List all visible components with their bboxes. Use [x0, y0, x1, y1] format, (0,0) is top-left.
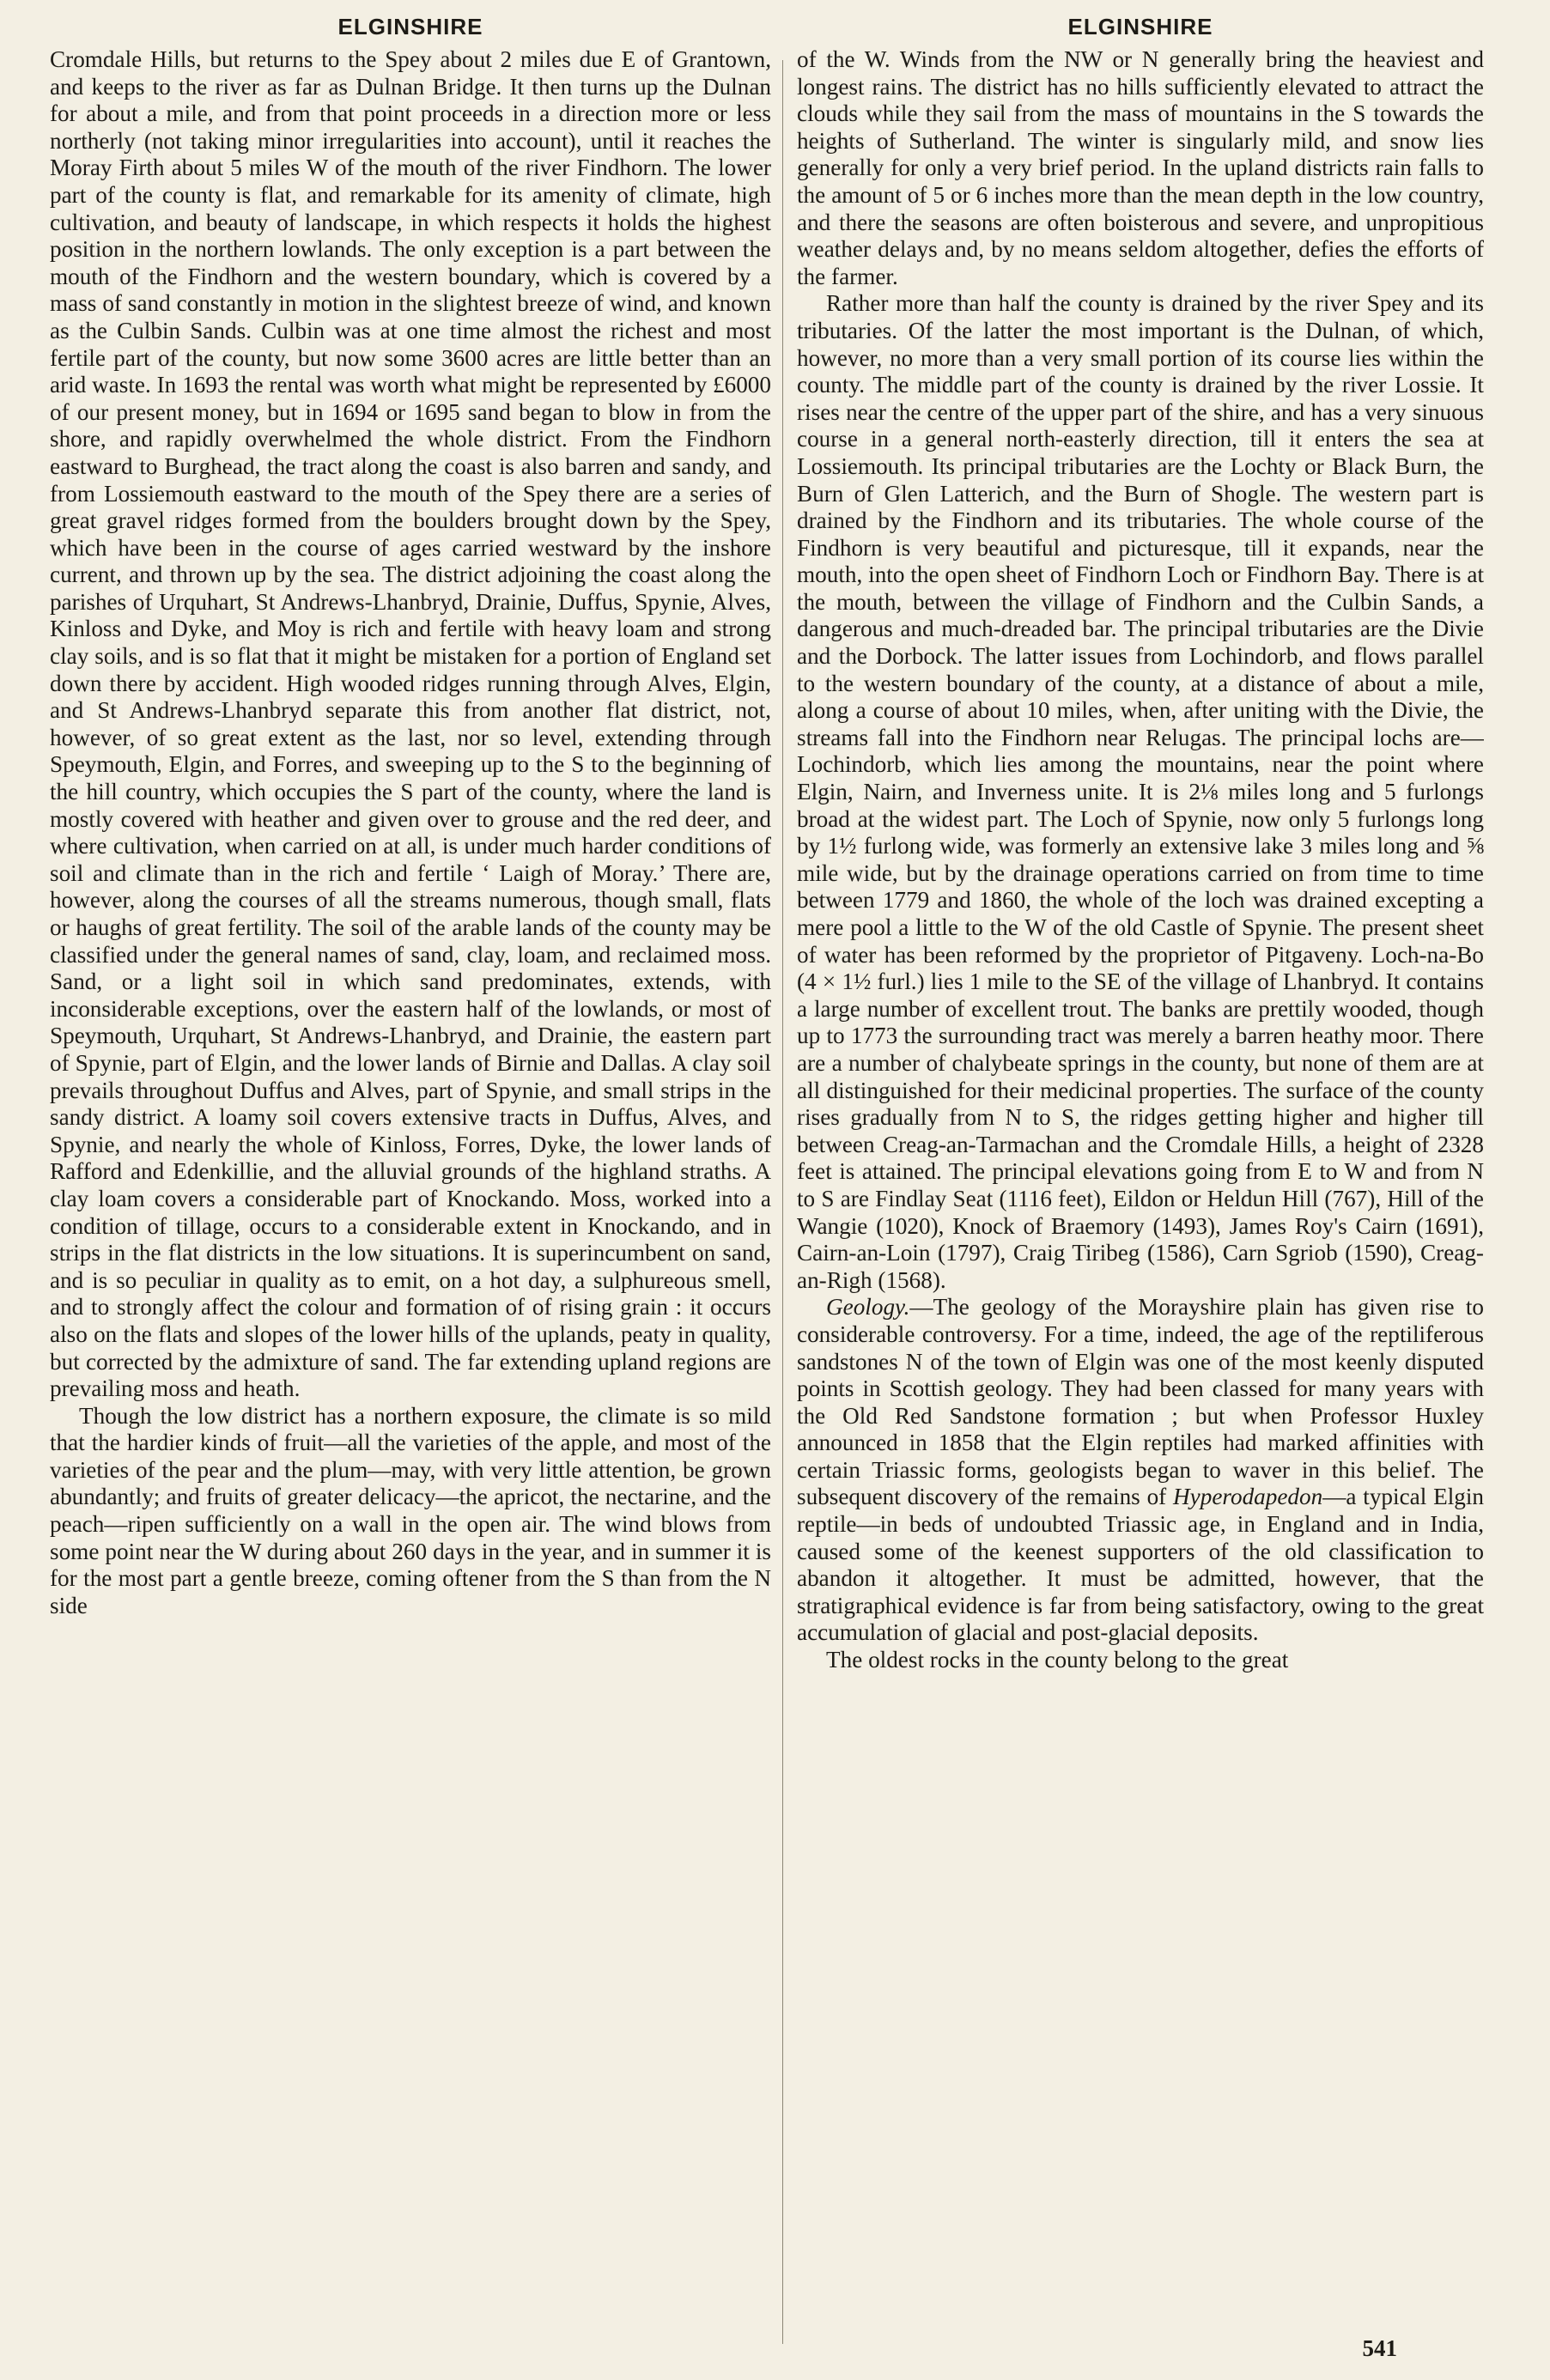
taxon-name: Hyperodapedon — [1173, 1484, 1323, 1510]
page-number: 541 — [1362, 2335, 1397, 2361]
paragraph: of the W. Winds from the NW or N generally bring the heaviest and longest rains. The district has no hills sufficiently elevated to attract the clouds while they sail from the mass of mountains in the S towards the heights of Sutherland. The winter is singularly mild, and snow lies generally for only a very brief period. In the upland districts rain falls to the amount of 5 or 6 inches more than the mean depth in the low country, and there the seasons are often boisterous and severe, and unpropitious weather delays and, by no means seldom altogether, defies the efforts of the farmer. — [797, 46, 1484, 289]
right-column-text — [797, 46, 1484, 1674]
left-column-text — [50, 46, 771, 1619]
paragraph: Though the low district has a northern exposure, the climate is so mild that the hardier kinds of fruit—all the varieties of the apple, and most of the varieties of the pear and the plum—may, with very little attention, be grown abundantly; and fruits of greater delicacy—the apricot, the nectarine, and the peach—ripen sufficiently on a wall in the open air. The wind blows from some point near the W during about 260 days in the year, and in summer it is for the most part a gentle breeze, coming oftener from the S than from the N side — [50, 1402, 771, 1618]
geology-paragraph — [797, 1294, 1484, 1647]
text-run: —a typical Elgin reptile—in beds of undoubted Triassic age, in England and in India, caused some of the keenest supporters of the old classification to abandon it altogether. It must be admitted, however, that the stratigraphical evidence is far from being satisfactory, owing to the great accumulation of glacial and post-glacial deposits. — [797, 1484, 1484, 1646]
running-header-left: ELGINSHIRE — [337, 14, 483, 39]
column-divider — [782, 60, 783, 2344]
right-column — [797, 0, 1484, 2380]
left-column — [50, 0, 771, 2380]
paragraph: Cromdale Hills, but returns to the Spey about 2 miles due E of Grantown, and keeps to the river as far as Dulnan Bridge. It then turns up the Dulnan for about a mile, and from that point proceeds in a direction more or less northerly (not taking minor irregularities into account), until it reaches the Moray Firth about 5 miles W of the mouth of the river Findhorn. The lower part of the county is flat, and remarkable for its amenity of climate, high cultivation, and beauty of landscape, in which respects it holds the highest position in the northern lowlands. The only exception is a part between the mouth of the Findhorn and the western boundary, which is covered by a mass of sand constantly in motion in the slightest breeze of wind, and known as the Culbin Sands. Culbin was at one time almost the richest and most fertile part of the county, but now some 3600 acres are little better than an arid waste. In 1693 the rental was worth what might be represented by £6000 of our present money, but in 1694 or 1695 sand began to blow in from the shore, and rapidly overwhelmed the whole district. From the Findhorn eastward to Burghead, the tract along the coast is also barren and sandy, and from Lossiemouth eastward to the mouth of the Spey there are a series of great gravel ridges formed from the boulders brought down by the Spey, which have been in the course of ages carried westward by the inshore current, and thrown up by the sea. The district adjoining the coast along the parishes of Urquhart, St Andrews-Lhanbryd, Drainie, Duffus, Spynie, Alves, Kinloss and Dyke, and Moy is rich and fertile with heavy loam and strong clay soils, and is so flat that it might be mistaken for a portion of England set down there by accident. High wooded ridges running through Alves, Elgin, and St Andrews-Lhanbryd separate this from another flat district, not, however, of so great extent as the last, nor so level, extending through Speymouth, Elgin, and Forres, and sweeping up to the S to the beginning of the hill country, which occupies the S part of the county, where the land is mostly covered with heather and given over to grouse and the red deer, and where cultivation, when carried on at all, is under much harder conditions of soil and climate than in the rich and fertile ‘ Laigh of Moray.’ There are, however, along the courses of all the streams numerous, though small, flats or haughs of great fertility. The soil of the arable lands of the county may be classified under the general names of sand, clay, loam, and reclaimed moss. Sand, or a light soil in which sand predominates, extends, with inconsiderable exceptions, over the eastern half of the lowlands, or most of Speymouth, Urquhart, St Andrews-Lhanbryd, and Drainie, the eastern part of Spynie, part of Elgin, and the lower lands of Birnie and Dallas. A clay soil prevails throughout Duffus and Alves, part of Spynie, and small strips in the sandy district. A loamy soil covers extensive tracts in Duffus, Alves, and Spynie, and nearly the whole of Kinloss, Forres, Dyke, the lower lands of Rafford and Edenkillie, and the alluvial grounds of the highland straths. A clay loam covers a considerable part of Knockando. Moss, worked into a condition of tillage, occurs to a considerable extent in Knockando, and in strips in the flat districts in the low situations. It is superincumbent on sand, and is so peculiar in quality as to emit, on a hot day, a sulphureous smell, and to strongly affect the colour and formation of of rising grain : it occurs also on the flats and slopes of the lower hills of the uplands, peaty in quality, but corrected by the admixture of sand. The far extending upland regions are prevailing moss and heath. — [50, 46, 771, 1402]
text-run: —The geology of the Morayshire plain has given rise to considerable controversy. For a time, indeed, the age of the reptiliferous sandstones N of the town of Elgin was one of the most keenly disputed points in Scottish geology. They had been classed for many years with the Old Red Sandstone formation ; but when Professor Huxley announced in 1858 that the Elgin reptiles had marked affinities with certain Triassic forms, geologists began to waver in this belief. The subsequent discovery of the remains of — [797, 1294, 1484, 1510]
section-label-geology: Geology. — [826, 1294, 910, 1321]
running-header-right: ELGINSHIRE — [1067, 14, 1213, 39]
paragraph: The oldest rocks in the county belong to the great — [826, 1647, 1289, 1673]
paragraph: Rather more than half the county is drained by the river Spey and its tributaries. Of the latter the most important is the Dulnan, of which, however, no more than a very small portion of its course lies within the county. The middle part of the county is drained by the river Lossie. It rises near the centre of the upper part of the shire, and has a very sinuous course in a general north-easterly direction, till it enters the sea at Lossiemouth. Its principal tributaries are the Lochty or Black Burn, the Burn of Glen Latterich, and the Burn of Shogle. The western part is drained by the Findhorn and its tributaries. The whole course of the Findhorn is very beautiful and picturesque, till it expands, near the mouth, into the open sheet of Findhorn Loch or Findhorn Bay. There is at the mouth, between the village of Findhorn and the Culbin Sands, a dangerous and much-dreaded bar. The principal tributaries are the Divie and the Dorbock. The latter issues from Lochindorb, and flows parallel to the western boundary of the county, at a distance of about a mile, along a course of about 10 miles, when, after uniting with the Divie, the streams fall into the Findhorn near Relugas. The principal lochs are—Lochindorb, which lies among the mountains, near the point where Elgin, Nairn, and Inverness unite. It is 2⅛ miles long and 5 furlongs broad at the widest part. The Loch of Spynie, now only 5 furlongs long by 1½ furlong wide, was formerly an extensive lake 3 miles long and ⅝ mile wide, but by the drainage operations carried on from time to time between 1779 and 1860, the whole of the loch was drained excepting a mere pool a little to the W of the old Castle of Spynie. The present sheet of water has been reformed by the proprietor of Pitgaveny. Loch-na-Bo (4 × 1½ furl.) lies 1 mile to the SE of the village of Lhanbryd. It contains a large number of excellent trout. The banks are prettily wooded, though up to 1773 the surrounding tract was merely a barren heathy moor. There are a number of chalybeate springs in the county, but none of them are at all distinguished for their medicinal properties. The surface of the county rises gradually from N to S, the ridges getting higher and higher till between Creag-an-Tarmachan and the Cromdale Hills, a height of 2328 feet is attained. The principal elevations going from E to W and from N to S are Findlay Seat (1116 feet), Eildon or Heldun Hill (767), Hill of the Wangie (1020), Knock of Braemory (1493), James Roy's Cairn (1691), Cairn-an-Loin (1797), Craig Tiribeg (1586), Carn Sgriob (1590), Creag-an-Righ (1568). — [797, 290, 1484, 1293]
